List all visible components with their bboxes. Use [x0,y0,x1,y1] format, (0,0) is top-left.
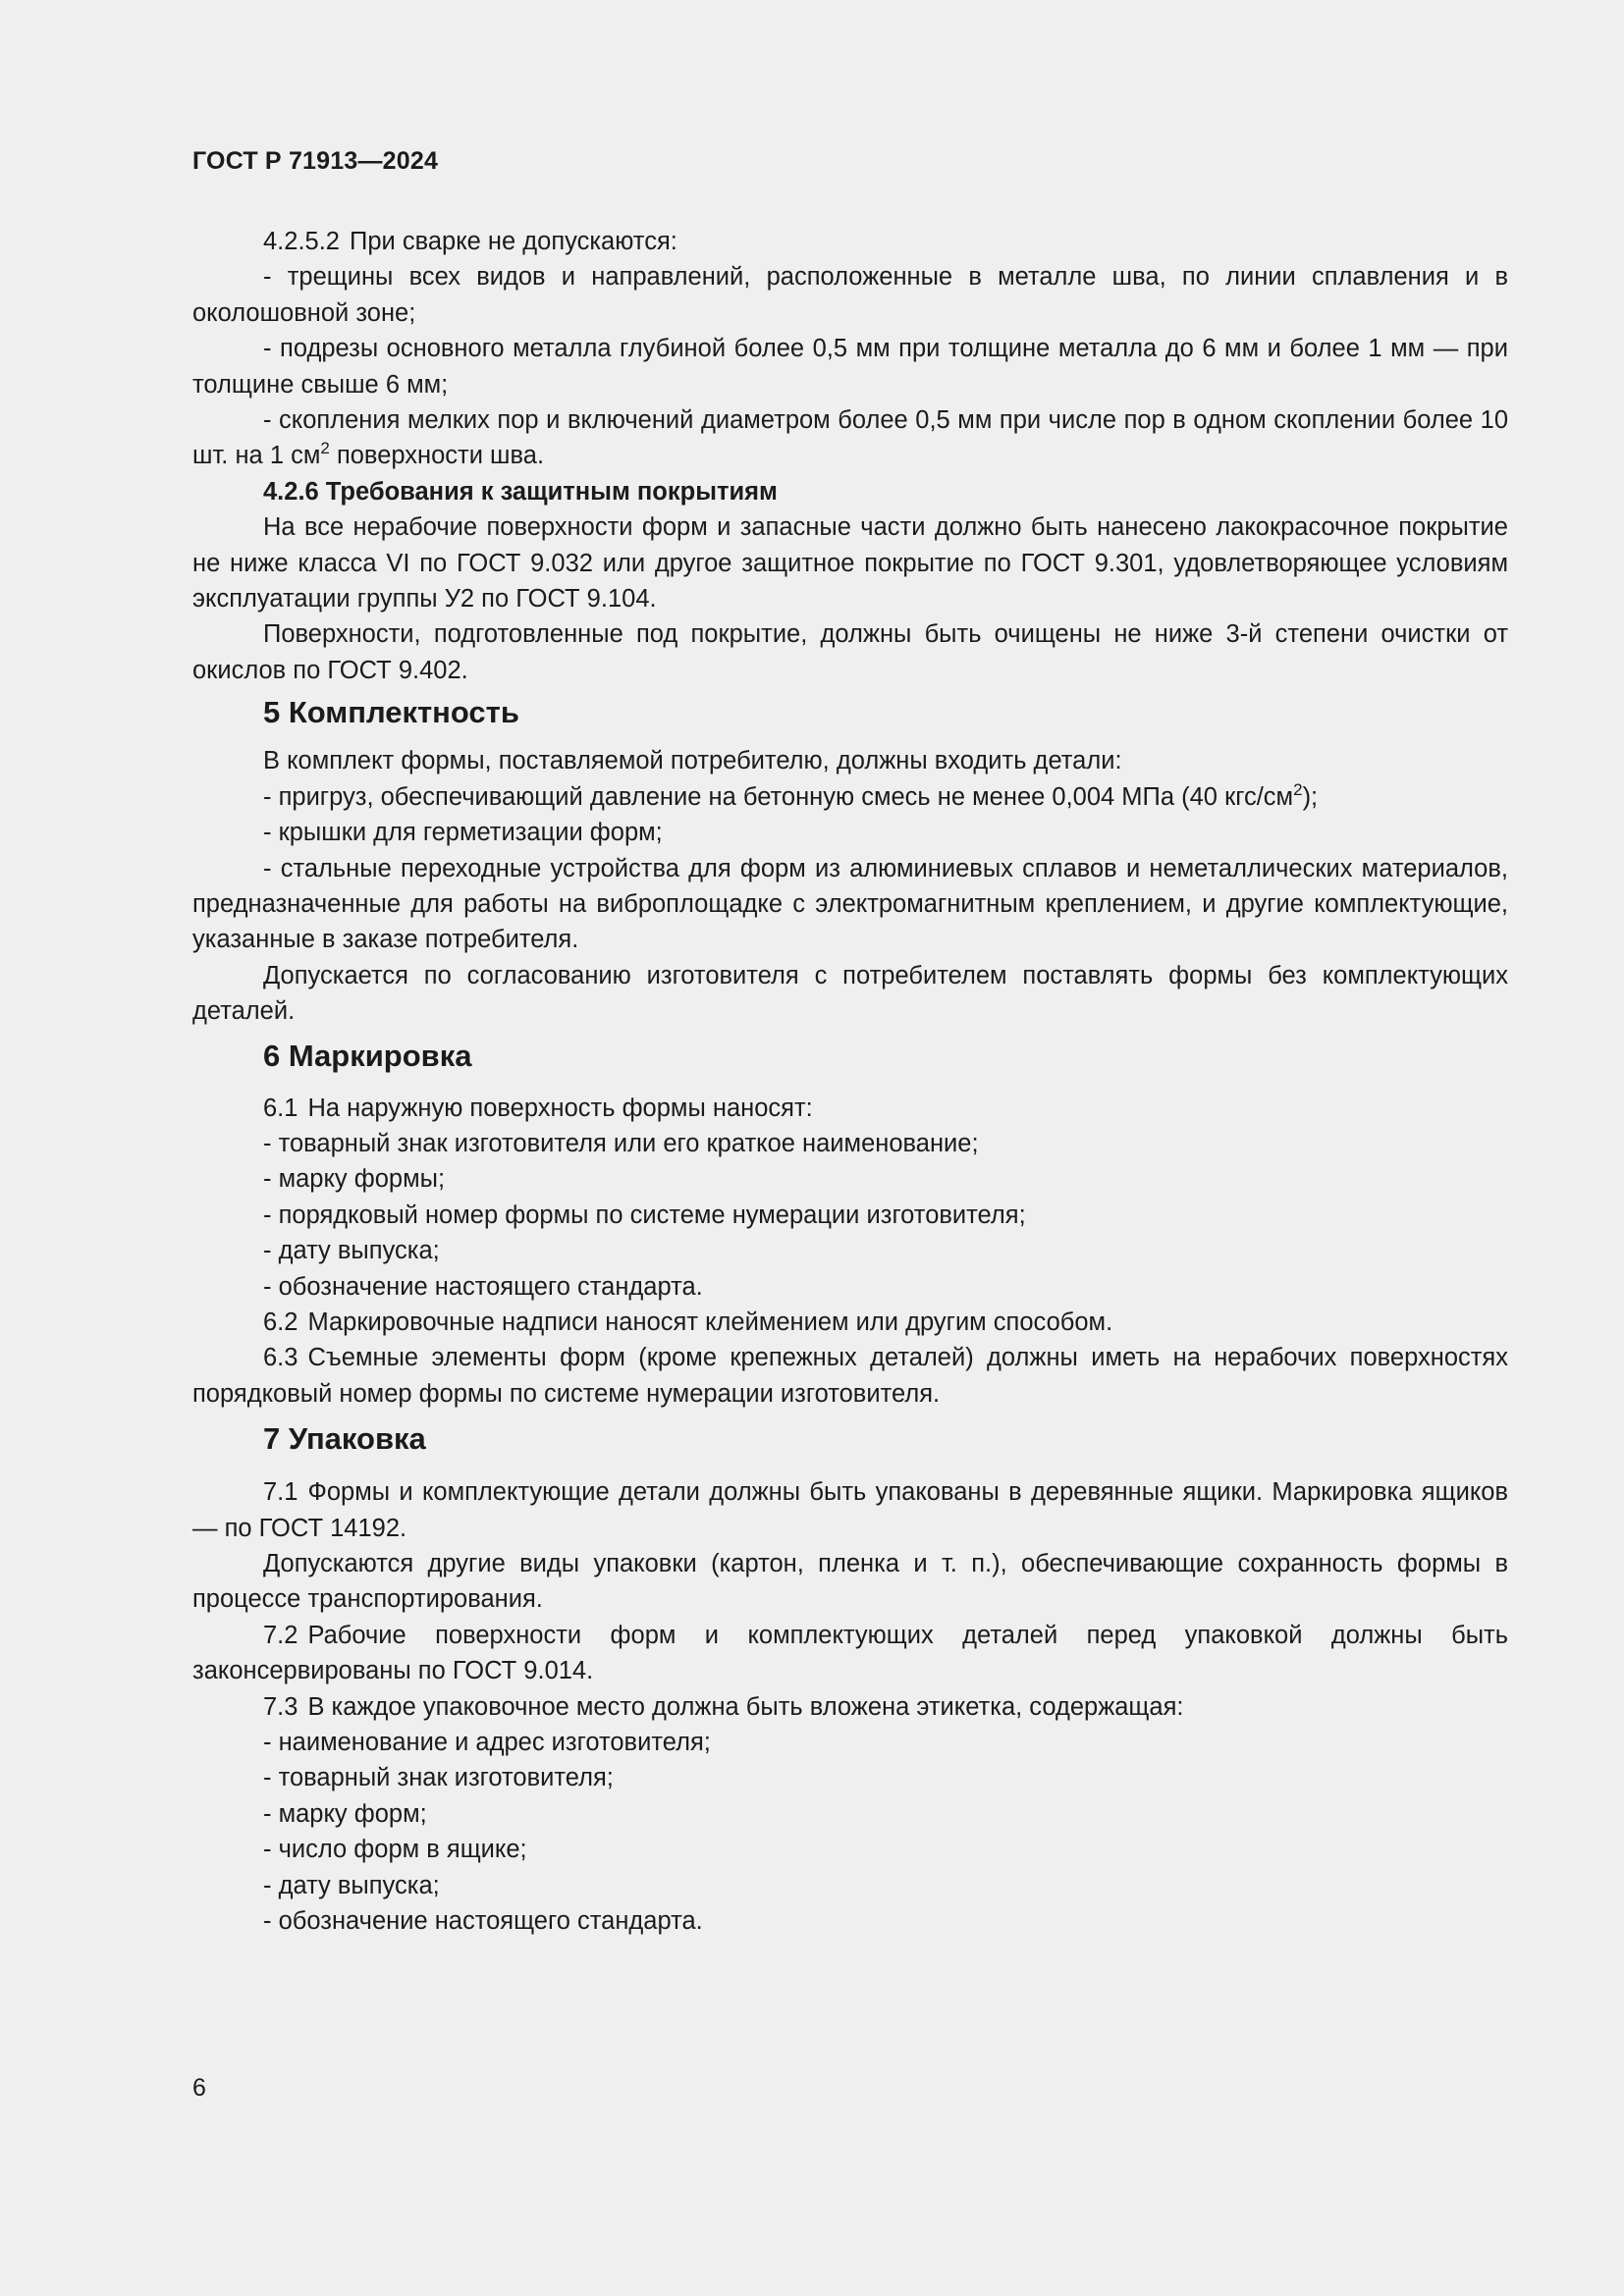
list-item: - порядковый номер формы по системе нумерации изготовителя; [263,1201,1026,1229]
clause-text: Формы и комплектующие детали должны быть упакованы в деревянные ящики. Маркировка ящиков — по ГОСТ 14192. [192,1478,1508,1542]
section-heading-6: 6 Маркировка [263,1038,472,1073]
list-item-text: поверхности шва. [329,442,545,470]
clause-7-1 [192,1474,1508,1546]
list-item: - товарный знак изготовителя; [263,1764,614,1792]
clause-4-2-5-2 [192,224,1508,259]
clause-number: 6.3 [263,1344,298,1372]
clause-number: 6.2 [263,1308,298,1336]
list-item: - марку формы; [263,1165,446,1194]
superscript: 2 [1293,779,1303,799]
clause-number: 7.1 [263,1478,298,1507]
clause-heading-4-2-6: 4.2.6 Требования к защитным покрытиям [263,477,778,506]
list-item: - дату выпуска; [263,1871,440,1899]
section-heading-7: 7 Упаковка [263,1421,426,1457]
clause-6-1 [192,1091,1508,1126]
superscript: 2 [320,439,330,458]
document-header: ГОСТ Р 71913—2024 [192,147,439,175]
clause-text: Маркировочные надписи наносят клеймением или другим способом. [307,1308,1113,1336]
list-item: - трещины всех видов и направлений, расположенные в металле шва, по линии сплавления и в околошовной зоне; [192,263,1508,327]
clause-7-3 [192,1689,1508,1725]
list-item: - дату выпуска; [263,1237,440,1265]
clause-text: Съемные элементы форм (кроме крепежных деталей) должны иметь на нерабочих поверхностях порядковый номер формы по системе нумерации изготовителя. [192,1344,1508,1408]
list-item: - обозначение настоящего стандарта. [263,1907,703,1936]
paragraph: Поверхности, подготовленные под покрытие, должны быть очищены не ниже 3-й степени очистки от окислов по ГОСТ 9.402. [192,620,1508,684]
list-item [192,402,1508,474]
clause-7-2 [192,1618,1508,1689]
clause-text: Рабочие поверхности форм и комплектующих деталей перед упаковкой должны быть законсервированы по ГОСТ 9.014. [192,1621,1508,1685]
paragraph: На все нерабочие поверхности форм и запасные части должно быть нанесено лакокрасочное покрытие не ниже класса VI по ГОСТ 9.032 или другое защитное покрытие по ГОСТ 9.301, удовлетворяющее условиям эксплуатации группы У2 по ГОСТ 9.104. [192,513,1508,614]
clause-lead-text: При сварке не допускаются: [349,228,677,255]
section-heading-5: 5 Комплектность [263,695,519,730]
paragraph: В комплект формы, поставляемой потребителю, должны входить детали: [263,747,1122,775]
paragraph: Допускается по согласованию изготовителя с потребителем поставлять формы без комплектующих деталей. [192,961,1508,1026]
clause-number: 6.1 [263,1094,298,1122]
list-item: - стальные переходные устройства для форм из алюминиевых сплавов и неметаллических материалов, предназначенные для работы на виброплощадке с электромагнитным креплением, и другие комплектующие, указанные в заказе потребителя. [192,854,1508,954]
list-item: - крышки для герметизации форм; [263,819,663,847]
list-item-text: ); [1302,782,1319,811]
list-item: - товарный знак изготовителя или его краткое наименование; [263,1129,979,1157]
list-item: - число форм в ящике; [263,1836,527,1864]
paragraph: Допускаются другие виды упаковки (картон, пленка и т. п.), обеспечивающие сохранность формы в процессе транспортирования. [192,1550,1508,1614]
list-item-text: - пригруз, обеспечивающий давление на бетонную смесь не менее 0,004 МПа (40 кгс/см [263,782,1294,811]
page-number: 6 [192,2074,206,2102]
clause-6-3 [192,1340,1508,1412]
list-item: - марку форм; [263,1799,427,1828]
clause-6-2 [192,1305,1508,1340]
list-item [192,779,1508,815]
clause-lead-text: На наружную поверхность формы наносят: [307,1094,813,1122]
clause-number: 7.2 [263,1621,298,1649]
clause-number: 7.3 [263,1692,298,1721]
clause-lead-text: В каждое упаковочное место должна быть вложена этикетка, содержащая: [307,1692,1184,1721]
list-item: - подрезы основного металла глубиной более 0,5 мм при толщине металла до 6 мм и более 1 мм — при толщине свыше 6 мм; [192,335,1508,399]
list-item-text: - скопления мелких пор и включений диаметром более 0,5 мм при числе пор в одном скоплении более 10 шт. на 1 см [192,406,1508,470]
list-item: - обозначение настоящего стандарта. [263,1272,703,1301]
document-body [192,224,1508,1939]
list-item: - наименование и адрес изготовителя; [263,1729,711,1757]
clause-number: 4.2.5.2 [263,228,340,255]
